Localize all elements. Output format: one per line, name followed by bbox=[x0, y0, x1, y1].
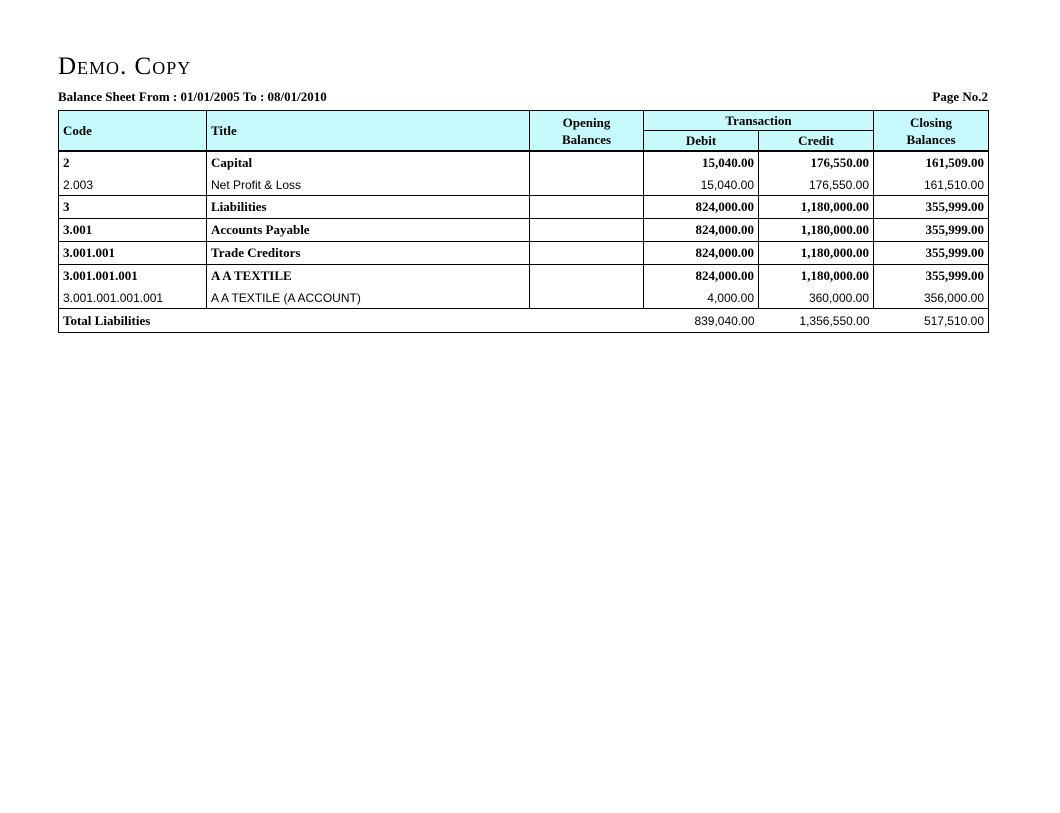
table-row bbox=[59, 242, 989, 265]
row-debit: 824,000.00 bbox=[644, 196, 759, 219]
row-title: Accounts Payable bbox=[207, 219, 530, 242]
row-opening bbox=[530, 265, 644, 288]
row-debit: 15,040.00 bbox=[644, 174, 759, 196]
header-closing-balances: Closing Balances bbox=[874, 111, 989, 152]
row-debit: 824,000.00 bbox=[644, 219, 759, 242]
row-credit: 176,550.00 bbox=[759, 151, 874, 174]
row-debit: 824,000.00 bbox=[644, 265, 759, 288]
total-debit: 839,040.00 bbox=[644, 309, 759, 333]
table-row bbox=[59, 151, 989, 174]
balance-sheet-table bbox=[58, 110, 989, 333]
row-debit: 824,000.00 bbox=[644, 242, 759, 265]
table-row bbox=[59, 265, 989, 288]
header-code: Code bbox=[59, 111, 207, 152]
row-credit: 360,000.00 bbox=[759, 287, 874, 309]
row-code: 3.001.001 bbox=[59, 242, 207, 265]
report-period: Balance Sheet From : 01/01/2005 To : 08/01/2010 bbox=[58, 89, 327, 104]
total-closing: 517,510.00 bbox=[874, 309, 989, 333]
header-title: Title bbox=[207, 111, 530, 152]
row-closing: 356,000.00 bbox=[874, 287, 989, 309]
row-title: Net Profit & Loss bbox=[207, 174, 530, 196]
header-debit: Debit bbox=[644, 131, 759, 152]
table-row bbox=[59, 287, 989, 309]
row-debit: 4,000.00 bbox=[644, 287, 759, 309]
table-row bbox=[59, 196, 989, 219]
row-code: 3.001.001.001.001 bbox=[59, 287, 207, 309]
total-opening bbox=[530, 309, 644, 333]
page-number: Page No.2 bbox=[932, 89, 988, 104]
row-credit: 176,550.00 bbox=[759, 174, 874, 196]
total-credit: 1,356,550.00 bbox=[759, 309, 874, 333]
table-row bbox=[59, 219, 989, 242]
row-opening bbox=[530, 151, 644, 174]
table-row bbox=[59, 174, 989, 196]
row-opening bbox=[530, 242, 644, 265]
row-opening bbox=[530, 287, 644, 309]
row-code: 3.001 bbox=[59, 219, 207, 242]
row-credit: 1,180,000.00 bbox=[759, 265, 874, 288]
row-title: Liabilities bbox=[207, 196, 530, 219]
row-opening bbox=[530, 219, 644, 242]
row-title: A A TEXTILE (A ACCOUNT) bbox=[207, 287, 530, 309]
total-row bbox=[59, 309, 989, 333]
row-title: Capital bbox=[207, 151, 530, 174]
row-credit: 1,180,000.00 bbox=[759, 219, 874, 242]
row-code: 2.003 bbox=[59, 174, 207, 196]
row-code: 3 bbox=[59, 196, 207, 219]
header-credit: Credit bbox=[759, 131, 874, 152]
row-opening bbox=[530, 174, 644, 196]
row-title: Trade Creditors bbox=[207, 242, 530, 265]
row-code: 3.001.001.001 bbox=[59, 265, 207, 288]
row-code: 2 bbox=[59, 151, 207, 174]
total-label: Total Liabilities bbox=[59, 309, 530, 333]
report-title: Demo. Copy bbox=[58, 53, 192, 80]
header-transaction: Transaction bbox=[644, 111, 874, 131]
row-closing: 161,510.00 bbox=[874, 174, 989, 196]
row-closing: 355,999.00 bbox=[874, 196, 989, 219]
row-debit: 15,040.00 bbox=[644, 151, 759, 174]
row-credit: 1,180,000.00 bbox=[759, 196, 874, 219]
row-title: A A TEXTILE bbox=[207, 265, 530, 288]
row-closing: 355,999.00 bbox=[874, 242, 989, 265]
row-closing: 355,999.00 bbox=[874, 265, 989, 288]
row-closing: 161,509.00 bbox=[874, 151, 989, 174]
row-credit: 1,180,000.00 bbox=[759, 242, 874, 265]
row-closing: 355,999.00 bbox=[874, 219, 989, 242]
header-opening-balances: Opening Balances bbox=[530, 111, 644, 152]
row-opening bbox=[530, 196, 644, 219]
